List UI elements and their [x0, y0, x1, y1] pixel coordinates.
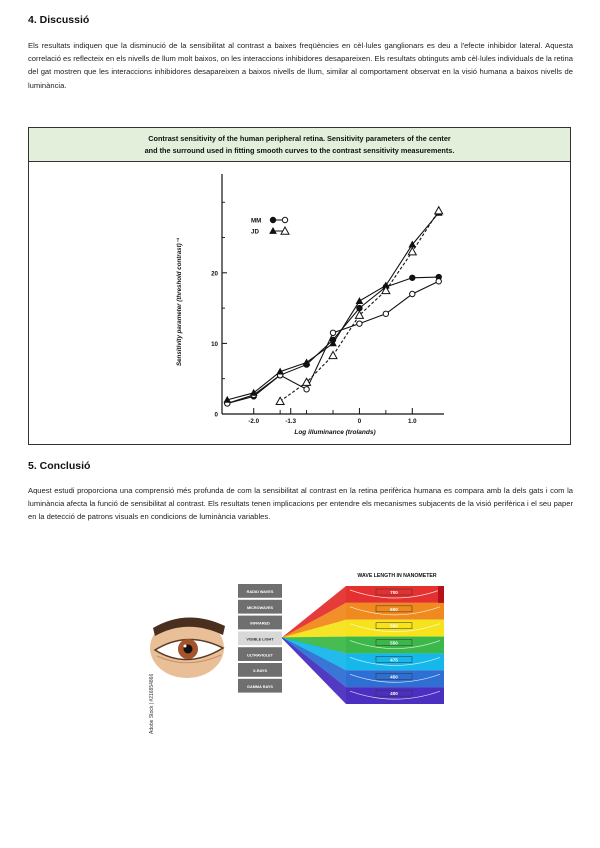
- band-label: VISIBLE LIGHT: [246, 637, 274, 642]
- legend-label: JD: [251, 228, 259, 236]
- data-point-open-circle: [436, 279, 441, 284]
- x-tick-label: 1.0: [407, 418, 417, 425]
- wavelength-label: 580: [390, 623, 398, 629]
- data-point-open-triangle: [435, 207, 443, 214]
- data-point-filled-circle: [357, 305, 362, 310]
- x-tick-label: -2.0: [248, 418, 260, 425]
- data-point-open-circle: [383, 311, 388, 316]
- data-point-open-triangle: [276, 397, 284, 404]
- wavelength-bars: [346, 586, 444, 704]
- figure-box: [28, 127, 571, 445]
- data-point-open-circle: [330, 330, 335, 335]
- wavelength-label: 400: [390, 691, 398, 697]
- band-label: MICROWAVES: [246, 605, 274, 610]
- y-tick-label: 20: [211, 270, 218, 278]
- data-point-filled-circle: [410, 275, 415, 280]
- wavelength-label: 450: [390, 674, 398, 680]
- data-point-open-circle: [282, 217, 287, 222]
- conclusion-paragraph: Aquest estudi proporciona una comprensió més profunda de com la sensibilitat al contrast en la retina perifèrica humana es compara amb la dels gats i com la luminància afecta la funció de sensibilitat al contrast. Els resultats tenen implicacions per entendre els mecanismes subjacents de la visió perifèrica i el seu paper en la detecció de patrons visuals en condicions de luminància variables.: [28, 486, 573, 522]
- data-point-filled-circle: [270, 217, 275, 222]
- x-tick-label: 0: [357, 418, 362, 425]
- band-label: GAMMA RAYS: [247, 684, 273, 689]
- wavelength-title: WAVE LENGTH IN NANOMETER: [357, 573, 437, 579]
- y-tick-label: 10: [211, 340, 218, 348]
- light-rays: [282, 586, 346, 704]
- conclusion-heading: 5. Conclusió: [28, 460, 91, 472]
- band-labels: [238, 584, 282, 693]
- band-label: RADIO WAVES: [246, 590, 274, 595]
- discussion-heading: 4. Discussió: [28, 14, 90, 26]
- band-label: ULTRAVIOLET: [246, 653, 274, 658]
- wavelength-label: 700: [390, 590, 398, 595]
- eye-illustration: [150, 617, 225, 678]
- figure-caption: [29, 128, 570, 162]
- stock-watermark: Adobe Stock | #216854866: [149, 673, 155, 734]
- chart-legend: [251, 217, 289, 235]
- data-point-open-triangle: [329, 351, 337, 358]
- data-point-open-circle: [357, 321, 362, 326]
- band-label: X-RAYS: [253, 669, 267, 674]
- discussion-paragraph: Els resultats indiquen que la disminució de la sensibilitat al contrast a baixes freqüències en cèl·lules ganglionars es deu a l'efecte inhibidor lateral. Aquesta correlació es reflecteix en els nivells de llum molt baixos, on les interaccions inhibidores desapareixen. Els resultats obtinguts amb cèl·lules individuals de la retina del gat mostren que les interaccions inhibidores desapareixen a baixos nivells de llum, similar al comportament observat en la visió humana a baixos nivells de luminància.: [28, 41, 573, 90]
- sensitivity-chart: [29, 162, 570, 444]
- series-line-filled-triangle: [227, 213, 438, 400]
- x-axis-label: Log illuminance (trolands): [294, 429, 376, 436]
- data-point-open-circle: [304, 387, 309, 392]
- wavelength-label: 600: [390, 606, 398, 612]
- data-point-filled-triangle: [356, 298, 362, 303]
- chart-axes: [211, 174, 444, 425]
- electromagnetic-spectrum-figure: [147, 556, 452, 740]
- data-point-open-circle: [410, 291, 415, 296]
- x-tick-label: -1.3: [285, 418, 297, 425]
- wavelength-label: 550: [390, 640, 398, 646]
- caption-line-2: and the surround used in fitting smooth curves to the contrast sensitivity measurements.: [144, 146, 455, 155]
- chart-series: [224, 207, 442, 406]
- y-tick-label: 0: [214, 411, 218, 419]
- legend-label: MM: [251, 217, 262, 225]
- wavelength-label: 475: [390, 657, 398, 663]
- caption-line-1: Contrast sensitivity of the human peripheral retina. Sensitivity parameters of the center: [148, 134, 451, 143]
- band-label: INFRARED: [250, 621, 270, 626]
- red-marker: [438, 586, 444, 603]
- y-axis-label: Sensitivity parameter (threshold contrast)⁻¹: [176, 237, 183, 367]
